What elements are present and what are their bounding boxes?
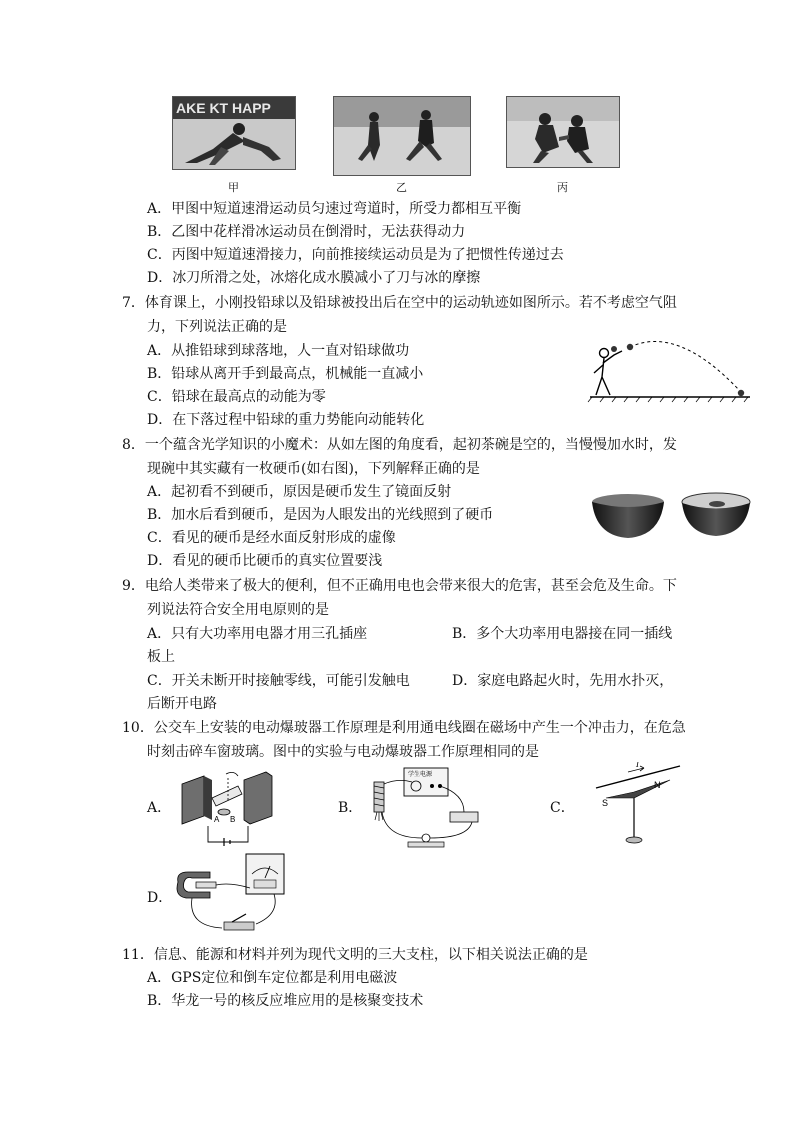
shot-ball-landed <box>738 390 744 396</box>
q7-option-c: C．铅球在最高点的动能为零 <box>147 389 326 405</box>
svg-text:B: B <box>230 815 236 824</box>
shot-ball-released <box>627 344 633 350</box>
q7-stem-line2: 力，下列说法正确的是 <box>147 319 287 335</box>
photo-bing <box>506 96 620 168</box>
caption-yi: 乙 <box>396 181 407 194</box>
svg-text:A: A <box>214 815 220 824</box>
bowl-empty-left <box>592 494 664 538</box>
q7-option-d: D．在下落过程中铅球的重力势能向动能转化 <box>147 412 425 428</box>
q8-stem-line1: 8．一个蕴含光学知识的小魔术：从如左图的角度看，起初茶碗是空的，当慢慢加水时，发 <box>122 437 677 453</box>
svg-text:学生电源: 学生电源 <box>408 771 433 778</box>
thrower-person <box>594 349 622 396</box>
q7-option-a: A．从推铅球到球落地，人一直对铅球做功 <box>147 343 410 359</box>
q11-stem: 11．信息、能源和材料并列为现代文明的三大支柱，以下相关说法正确的是 <box>122 947 588 963</box>
figure-skaters-photo <box>334 97 470 175</box>
q9-option-b-cont: 板上 <box>147 649 175 665</box>
q10-figure-c-compass <box>588 762 684 848</box>
svg-text:N: N <box>654 780 661 790</box>
q10-label-c: C． <box>550 800 575 816</box>
q10-label-b: B． <box>338 800 363 816</box>
q9-option-b: B．多个大功率用电器接在同一插线 <box>452 626 673 642</box>
speed-skater-photo <box>173 97 295 169</box>
q8-option-b: B．加水后看到硬币，是因为人眼发出的光线照到了硬币 <box>147 507 494 523</box>
q11-option-b: B．华龙一号的核反应堆应用的是核聚变技术 <box>147 993 424 1009</box>
q9-option-d-cont: 后断开电路 <box>147 696 217 712</box>
q10-figure-d-generator <box>170 852 294 936</box>
q6-option-c: C．丙图中短道速滑接力，向前推接续运动员是为了把惯性传递过去 <box>147 247 564 263</box>
banner-text: AKE KT HAPP <box>176 100 271 116</box>
q11-option-a: A．GPS定位和倒车定位都是利用电磁波 <box>147 970 398 986</box>
q9-option-c: C．开关未断开时接触零线，可能引发触电 <box>147 673 410 689</box>
q10-stem-line2: 时刻击碎车窗玻璃。图中的实验与电动爆玻器工作原理相同的是 <box>147 744 539 760</box>
shot-ball-start <box>611 346 617 352</box>
q6-option-b: B．乙图中花样滑冰运动员在倒滑时，无法获得动力 <box>147 224 466 240</box>
q9-option-d: D．家庭电路起火时，先用水扑灭， <box>452 673 674 689</box>
photo-jia <box>172 96 296 170</box>
trajectory-curve <box>630 342 740 392</box>
q10-figure-a-motor <box>178 770 274 846</box>
q8-stem-line2: 现碗中其实藏有一枚硬币(如右图)，下列解释正确的是 <box>147 461 480 477</box>
q10-label-a: A． <box>147 800 172 816</box>
svg-text:S: S <box>602 798 609 808</box>
q8-option-a: A．起初看不到硬币，原因是硬币发生了镜面反射 <box>147 484 452 500</box>
q6-option-d: D．冰刀所滑之处，冰熔化成水膜减小了刀与冰的摩擦 <box>147 270 481 286</box>
q9-stem-line1: 9．电给人类带来了极大的便利，但不正确用电也会带来很大的危害，甚至会危及生命。下 <box>122 578 677 594</box>
photo-yi <box>333 96 471 176</box>
q10-figure-b-electromagnet <box>368 764 488 850</box>
bowl-with-coin-right <box>682 493 750 536</box>
q10-stem-line1: 10．公交车上安装的电动爆玻器工作原理是利用通电线圈在磁场中产生一个冲击力，在危急 <box>122 720 686 736</box>
svg-text:I: I <box>636 762 640 769</box>
q9-stem-line2: 列说法符合安全用电原则的是 <box>147 602 329 618</box>
caption-bing: 丙 <box>557 181 568 194</box>
q7-stem-line1: 7．体育课上，小刚投铅球以及铅球被投出后在空中的运动轨迹如图所示。若不考虑空气阻 <box>122 295 677 311</box>
q6-option-a: A．甲图中短道速滑运动员匀速过弯道时，所受力都相互平衡 <box>147 201 522 217</box>
q7-option-b: B．铅球从离开手到最高点，机械能一直减小 <box>147 366 424 382</box>
q9-option-a: A．只有大功率用电器才用三孔插座 <box>147 626 368 642</box>
caption-jia: 甲 <box>228 181 239 194</box>
shot-put-trajectory-figure <box>578 333 754 403</box>
q8-option-c: C．看见的硬币是经水面反射形成的虚像 <box>147 530 396 546</box>
q10-label-d: D． <box>147 890 173 906</box>
tea-bowls-figure <box>590 490 760 542</box>
q8-option-d: D．看见的硬币比硬币的真实位置要浅 <box>147 553 383 569</box>
relay-skaters-photo <box>507 97 619 167</box>
